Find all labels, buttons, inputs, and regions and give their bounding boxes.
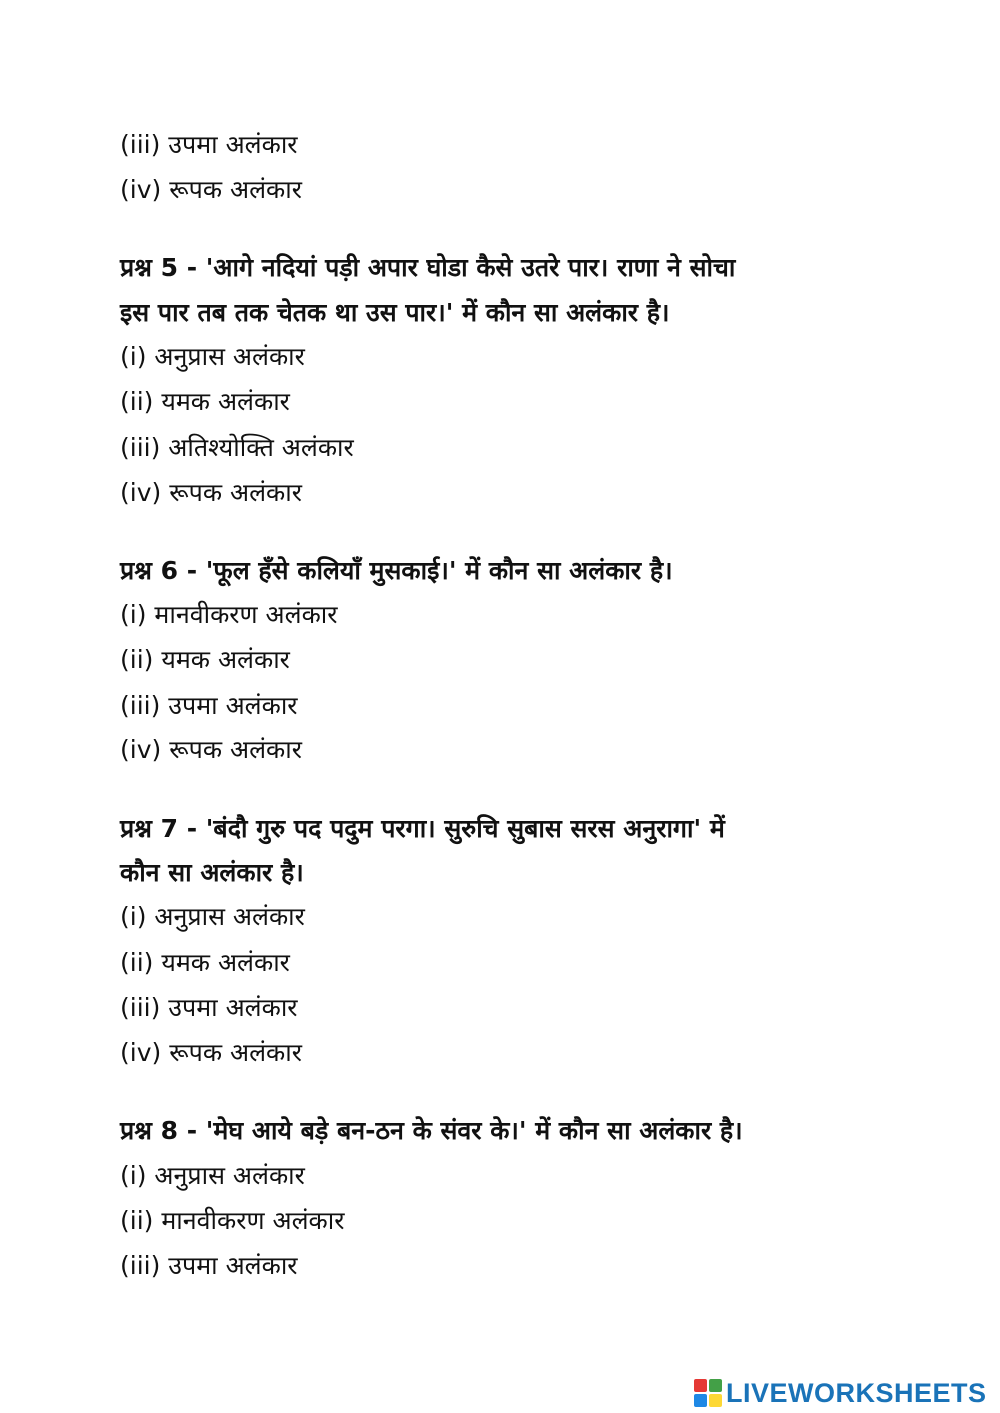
- question-6-line-1: प्रश्न 6 - 'फूल हँसे कलियाँ मुसकाई।' में कौन सा अलंकार है।: [120, 556, 673, 585]
- q4-option-iii: (iii) उपमा अलंकार: [120, 130, 298, 159]
- q6-option-iv: (iv) रूपक अलंकार: [120, 735, 302, 764]
- q7-option-i: (i) अनुप्रास अलंकार: [120, 902, 305, 931]
- q6-option-i: (i) मानवीकरण अलंकार: [120, 600, 338, 629]
- liveworksheets-text: LIVEWORKSHEETS: [726, 1377, 987, 1408]
- q6-option-iii: (iii) उपमा अलंकार: [120, 691, 298, 720]
- q5-option-ii: (ii) यमक अलंकार: [120, 387, 290, 416]
- liveworksheets-watermark: [694, 1376, 987, 1410]
- logo-square-yellow: [709, 1394, 722, 1407]
- q5-option-iv: (iv) रूपक अलंकार: [120, 478, 302, 507]
- q7-option-ii: (ii) यमक अलंकार: [120, 948, 290, 977]
- logo-square-green: [709, 1379, 722, 1392]
- question-7-line-2: कौन सा अलंकार है।: [120, 858, 304, 887]
- logo-square-blue: [694, 1394, 707, 1407]
- q5-option-iii: (iii) अतिश्योक्ति अलंकार: [120, 433, 354, 462]
- question-7-line-1: प्रश्न 7 - 'बंदौ गुरु पद पदुम परगा। सुरुचि सुबास सरस अनुरागा' में: [120, 814, 725, 843]
- question-5-line-1: प्रश्न 5 - 'आगे नदियां पड़ी अपार घोडा कैसे उतरे पार। राणा ने सोचा: [120, 253, 736, 282]
- q8-option-iii: (iii) उपमा अलंकार: [120, 1251, 298, 1280]
- question-5-line-2: इस पार तब तक चेतक था उस पार।' में कौन सा अलंकार है।: [120, 298, 670, 327]
- q7-option-iv: (iv) रूपक अलंकार: [120, 1038, 302, 1067]
- q8-option-ii: (ii) मानवीकरण अलंकार: [120, 1206, 345, 1235]
- q4-option-iv: (iv) रूपक अलंकार: [120, 175, 302, 204]
- liveworksheets-logo-icon: [694, 1379, 722, 1407]
- logo-square-red: [694, 1379, 707, 1392]
- q5-option-i: (i) अनुप्रास अलंकार: [120, 342, 305, 371]
- question-8-line-1: प्रश्न 8 - 'मेघ आये बड़े बन-ठन के संवर के।' में कौन सा अलंकार है।: [120, 1116, 743, 1145]
- q7-option-iii: (iii) उपमा अलंकार: [120, 993, 298, 1022]
- q6-option-ii: (ii) यमक अलंकार: [120, 645, 290, 674]
- q8-option-i: (i) अनुप्रास अलंकार: [120, 1161, 305, 1190]
